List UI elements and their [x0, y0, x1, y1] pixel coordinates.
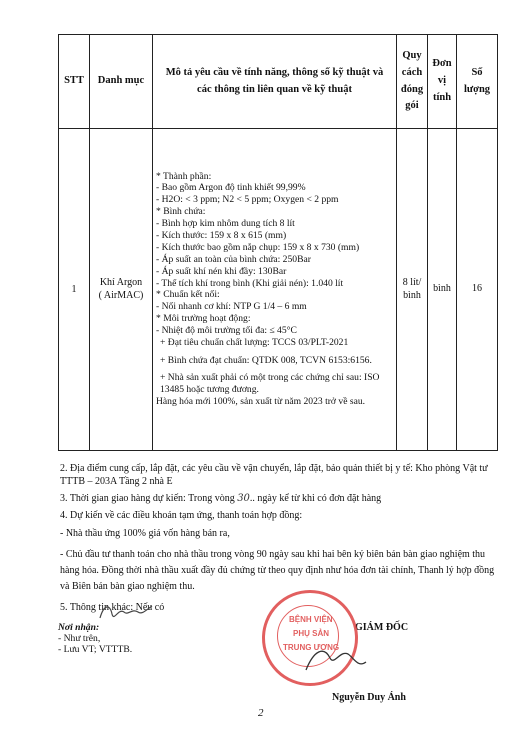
spec-table [58, 34, 498, 451]
director-title: GIÁM ĐỐC [355, 622, 409, 633]
header-mo-ta: Mô tả yêu cầu về tính năng, thông số kỹ thuật và các thông tin liên quan về kỹ thuật [153, 35, 397, 129]
desc-line: - Thể tích khí trong bình (Khi giải nén): 1.040 lít [156, 277, 344, 289]
cell-danh-muc [90, 129, 153, 451]
desc-line: - Bao gồm Argon độ tinh khiết 99,99% [156, 182, 306, 194]
delivery-time-suffix: .. ngày kể từ khi có đơn đặt hàng [249, 493, 382, 504]
director-name: Nguyễn Duy Ánh [332, 692, 406, 703]
director-signature [300, 640, 370, 680]
recipients-title: Nơi nhận: [58, 622, 100, 633]
table-row [59, 129, 498, 451]
desc-line: + Bình chứa đạt chuẩn: QTDK 008, TCVN 6153:6156. [160, 354, 372, 366]
cell-stt: 1 [59, 129, 90, 451]
delivery-time-prefix: 3. Thời gian giao hàng dự kiến: Trong vòng [60, 493, 238, 504]
recipients-block [58, 622, 132, 655]
page-number: 2 [258, 707, 264, 719]
stamp-text: BỆNH VIỆN [289, 615, 333, 624]
table-header-row [59, 35, 498, 129]
desc-line: * Bình chứa: [156, 206, 206, 218]
paragraph-delivery-location: 2. Địa điểm cung cấp, lắp đặt, các yêu cầu về vận chuyển, lắp đặt, bảo quản thiết bị y tế: Kho phòng Vật tư TTTB – 203A Tầng 2 nhà E [60, 463, 488, 487]
recipients-line: - Như trên, [58, 633, 101, 644]
cell-so-luong: 16 [457, 129, 498, 451]
desc-line: - Áp suất an toàn của bình chứa: 250Bar [156, 253, 311, 265]
cell-quy-cach: 8 lít/ bình [397, 129, 428, 451]
desc-line: + Đạt tiêu chuẩn chất lượng: TCCS 03/PLT-2021 [160, 337, 349, 348]
desc-line: - Kích thước bao gồm nắp chụp: 159 x 8 x 730 (mm) [156, 241, 360, 253]
initial-signature [96, 600, 156, 626]
desc-line: - Nối nhanh cơ khí: NTP G 1/4 – 6 mm [156, 301, 307, 313]
desc-line: - Áp suất khí nén khi đầy: 130Bar [156, 265, 287, 277]
desc-line: Hàng hóa mới 100%, sản xuất từ năm 2023 trở về sau. [156, 395, 366, 407]
cell-mo-ta [153, 129, 397, 451]
desc-line: * Môi trường hoạt động: [156, 313, 251, 325]
item-brand: ( AirMAC) [98, 289, 144, 301]
header-stt: STT [59, 35, 90, 129]
item-name: Khí Argon [99, 277, 143, 289]
desc-line: - Kích thước: 159 x 8 x 615 (mm) [156, 229, 287, 241]
stamp-text: PHỤ SẢN [293, 629, 330, 638]
paragraph-advance: - Nhà thầu ứng 100% giá vốn hàng bán ra, [60, 528, 230, 539]
header-quy-cach: Quy cách đóng gói [397, 35, 428, 129]
desc-line: + Nhà sản xuất phải có một trong các chứng chỉ sau: ISO 13485 hoặc tương đương. [160, 371, 380, 395]
cell-don-vi: bình [428, 129, 457, 451]
paragraph-payment-terms: 4. Dự kiến về các điều khoản tạm ứng, thanh toán hợp đồng: [60, 510, 303, 521]
desc-line: - Bình hợp kim nhôm dung tích 8 lít [156, 218, 295, 230]
paragraph-payment: - Chủ đầu tư thanh toán cho nhà thầu trong vòng 90 ngày sau khi hai bên ký biên bản bàn giao nghiệm thu hàng hóa. Đồng thời nhà thầu xuất đầy đủ chứng từ theo quy định như hóa đơn tài chính, Thanh lý hợp đồng và Biên bản bàn giao nghiệm thu. [60, 549, 495, 592]
desc-line: - H2O: < 3 ppm; N2 < 5 ppm; Oxygen < 2 ppm [156, 194, 339, 206]
desc-line: - Nhiệt độ môi trường tối đa: ≤ 45°C [156, 325, 297, 337]
header-don-vi: Đơn vị tính [428, 35, 457, 129]
header-danh-muc: Danh mục [90, 35, 153, 129]
delivery-days-handwritten: 30 [237, 493, 250, 504]
recipients-line: - Lưu VT; VTTTB. [58, 644, 133, 655]
desc-line: * Thành phần: [156, 170, 212, 182]
stamp-text: TRUNG ƯƠNG [283, 643, 340, 652]
paragraph-delivery-time [60, 493, 500, 506]
paragraph-other-info: 5. Thông tin khác: Nếu có [60, 602, 165, 613]
desc-line: * Chuẩn kết nối: [156, 289, 220, 301]
header-so-luong: Số lượng [457, 35, 498, 129]
